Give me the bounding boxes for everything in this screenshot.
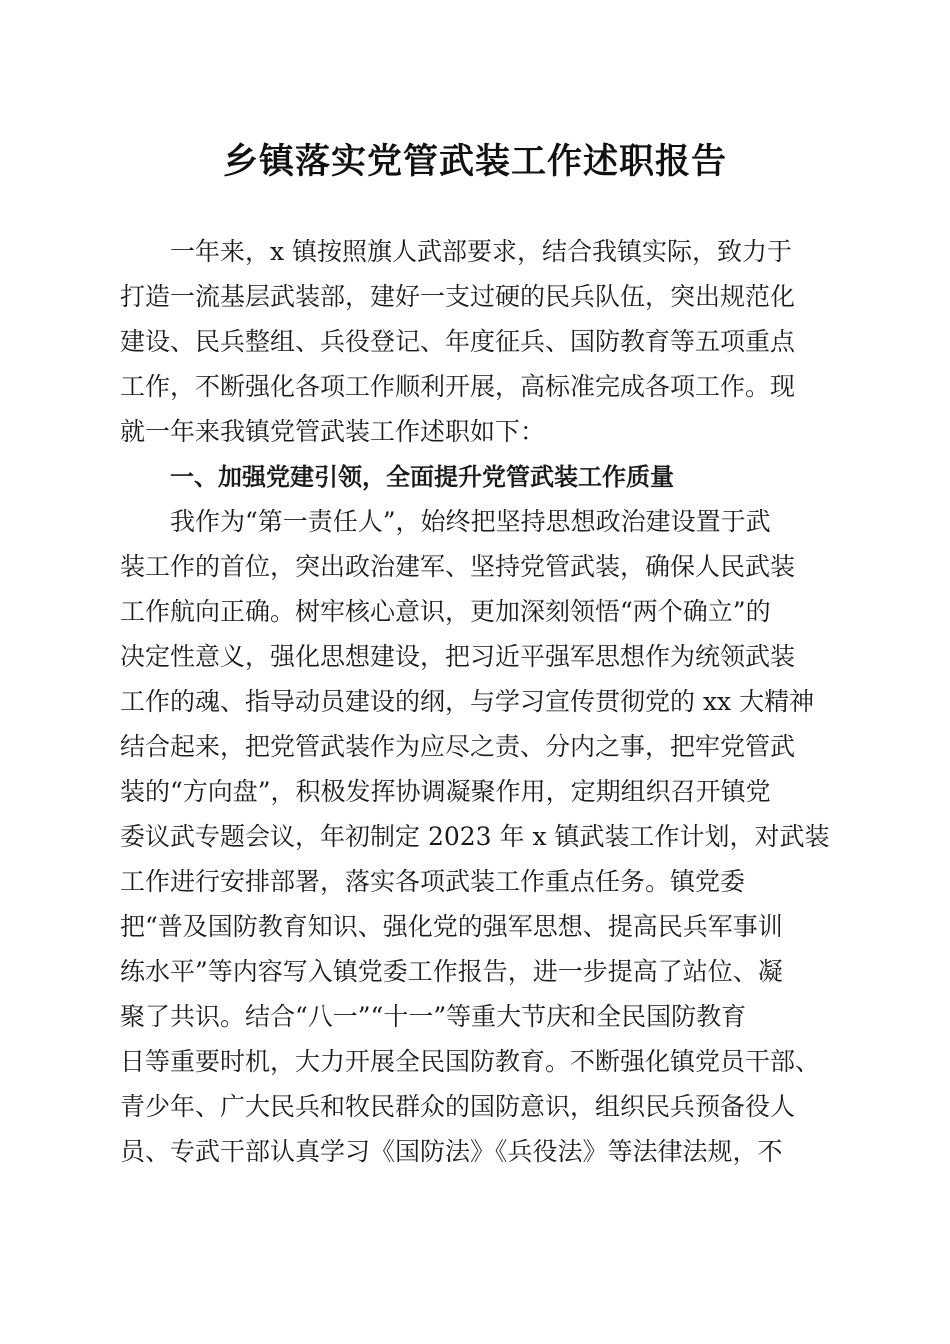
- paragraph-line: 工作，不断强化各项工作顺利开展，高标准完成各项工作。现: [120, 372, 796, 401]
- paragraph-line: 装的“方向盘”，积极发挥协调凝聚作用，定期组织召开镇党: [120, 777, 771, 806]
- paragraph-line: 日等重要时机，大力开展全民国防教育。不断强化镇党员干部、: [120, 1047, 821, 1076]
- paragraph-line: 一年来，x 镇按照旗人武部要求，结合我镇实际，致力于: [170, 237, 793, 266]
- paragraph-line: 工作的魂、指导动员建设的纲，与学习宣传贯彻党的 xx 大精神: [120, 687, 815, 716]
- document-title: 乡镇落实党管武装工作述职报告: [222, 141, 727, 182]
- paragraph-line: 员、专武干部认真学习《国防法》《兵役法》等法律法规，不: [120, 1137, 783, 1166]
- paragraph-line: 工作进行安排部署，落实各项武装工作重点任务。镇党委: [120, 867, 746, 896]
- paragraph-line: 把“普及国防教育知识、强化党的强军思想、提高民兵军事训: [120, 912, 783, 941]
- paragraph-line: 结合起来，把党管武装作为应尽之责、分内之事，把牢党管武: [120, 732, 796, 761]
- paragraph-line: 工作航向正确。树牢核心意识，更加深刻领悟“两个确立”的: [120, 597, 771, 626]
- paragraph-line: 装工作的首位，突出政治建军、坚持党管武装，确保人民武装: [120, 552, 796, 581]
- paragraph-line: 打造一流基层武装部，建好一支过硬的民兵队伍，突出规范化: [120, 282, 796, 311]
- paragraph-line: 就一年来我镇党管武装工作述职如下：: [120, 417, 546, 446]
- paragraph-line: 委议武专题会议，年初制定 2023 年 x 镇武装工作计划，对武装: [120, 822, 830, 851]
- paragraph-line: 决定性意义，强化思想建设，把习近平强军思想作为统领武装: [120, 642, 796, 671]
- section-heading: 一、加强党建引领，全面提升党管武装工作质量: [170, 463, 674, 491]
- paragraph-line: 聚了共识。结合“八一”“十一”等重大节庆和全民国防教育: [120, 1002, 747, 1031]
- paragraph-line: 我作为“第一责任人”，始终把坚持思想政治建设置于武: [170, 507, 771, 536]
- paragraph-line: 练水平”等内容写入镇党委工作报告，进一步提高了站位、凝: [120, 957, 783, 986]
- paragraph-line: 青少年、广大民兵和牧民群众的国防意识，组织民兵预备役人: [120, 1092, 796, 1121]
- paragraph-line: 建设、民兵整组、兵役登记、年度征兵、国防教育等五项重点: [120, 327, 796, 356]
